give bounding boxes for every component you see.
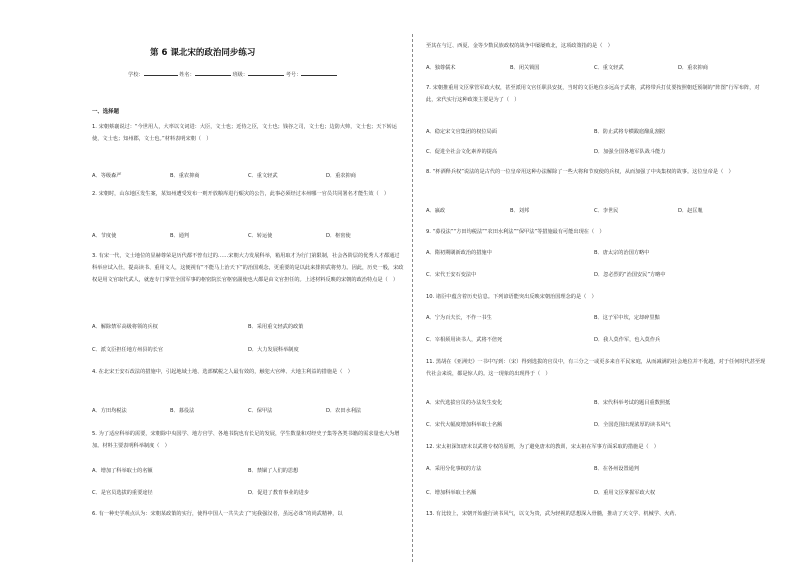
q10-option-c[interactable]: C．宰相须用读书人，武将不倍死: [426, 337, 503, 343]
question-11: 11. 黑胡在《亚洲史》一书中写到：（宋）得到选拔的官员中，有三分之一或更多来自平民家庭，从而减满的社会地位并不优越，对于任何时代甚至现代社会来说，都是惊人的。这一现象的出现得于（ ）: [426, 359, 766, 378]
q6-option-d[interactable]: D．重农抑商: [678, 65, 708, 71]
q2-option-a[interactable]: A．节度使: [92, 233, 117, 239]
q10-option-a[interactable]: A．宁为百夫长，不作一书生: [426, 315, 492, 321]
q5-option-c[interactable]: C．是官员选拔的重要途径: [92, 490, 153, 496]
question-10: 10. 诸臣中蕴含着历史信息。下列谚语能突出反映宋朝治国理念的是（ ）: [426, 294, 597, 300]
q11-option-c[interactable]: C．宋代大幅度增加科举取士名额: [426, 422, 503, 428]
q4-option-d[interactable]: D．农田水利法: [326, 408, 362, 414]
q7-option-d[interactable]: D．加强全国各地军队战斗能力: [594, 149, 666, 155]
page-title: 第 6 课北宋的政治同步练习: [150, 48, 256, 58]
q1-option-c[interactable]: C．重文轻武: [248, 173, 278, 179]
q1-option-d[interactable]: D．重农抑商: [326, 173, 356, 179]
section-heading: 一、选择题: [92, 109, 119, 115]
q3-option-b[interactable]: B．采用重文轻武的政策: [248, 324, 304, 330]
q12-option-b[interactable]: B．在各州设置通判: [594, 466, 640, 472]
q6-option-a[interactable]: A．独尊儒术: [426, 65, 456, 71]
question-5: 5. 为了适应科举的需要，宋朝除中央国学、地方官学、各地书院也有长足的发展，学生数量和对经史子集等各类书籍的需求量也大为增加。材料主要表明科举制度（ ）: [92, 431, 400, 450]
q9-option-d[interactable]: D．忽必烈的“治国安民”方略中: [594, 272, 666, 278]
q11-option-a[interactable]: A．宋代选拔官员的办法发生变化: [426, 400, 503, 406]
question-13: 13. 有比较上，宋朝开始盛行读书风气，以文为贵，武为轻视的思想深入骨髓，推动了天文学、机械学、火药、: [426, 511, 680, 517]
q3-option-d[interactable]: D．大力发展科举制度: [248, 347, 299, 353]
question-6: 6. 有一种史学观点认为：宋朝某政策的实行，使得中国人一共失去了“宪我强汉者，虽远必诛”的尚武精神，以: [92, 511, 343, 517]
q2-option-d[interactable]: D．枢密使: [326, 233, 351, 239]
q1-option-a[interactable]: A．等级森严: [92, 173, 122, 179]
school-label: 学校：: [128, 72, 144, 78]
q8-option-c[interactable]: C．李世民: [594, 208, 619, 214]
question-8: 8. “杯酒释兵权”说法的是古代的一位皇帝用这种办法解除了一些大将和节度使的兵权，从而加强了中央集权的故事。这位皇帝是（ ）: [426, 169, 734, 175]
q8-option-d[interactable]: D．赵匡胤: [678, 208, 703, 214]
question-9: 9. “募役法”“方田均税法”“农田水利法”“保甲法”等措施最有可能出现在（ ）: [426, 229, 605, 235]
q6-option-b[interactable]: B．闭关锁国: [510, 65, 540, 71]
q9-option-a[interactable]: A．隋初期刷新政治的措施中: [426, 250, 492, 256]
name-label: 姓名：: [179, 72, 195, 78]
q4-option-c[interactable]: C．保甲法: [248, 408, 273, 414]
q7-option-a[interactable]: A．稳定宋文官集团的权位局面: [426, 129, 497, 135]
q10-option-d[interactable]: D．我人莫作军，也入莫作兵: [594, 337, 661, 343]
student-info-line: [128, 70, 337, 78]
q3-option-a[interactable]: A．解除禁军高级将领的兵权: [92, 324, 158, 330]
q7-option-c[interactable]: C．促进全社会文化素养的提高: [426, 149, 498, 155]
q7-option-b[interactable]: B．防止武将专横跋扈酿乱割据: [594, 129, 665, 135]
question-4: 4. 在北宋王安石改法的措施中，引起地域土地、选部赋税之人最有效的，触犯大官绅、大地主利益的措施是（ ）: [92, 369, 353, 375]
school-blank[interactable]: [144, 70, 178, 76]
column-divider: [412, 34, 413, 562]
q2-option-b[interactable]: B．通判: [170, 233, 190, 239]
name-blank[interactable]: [195, 70, 231, 76]
q12-option-a[interactable]: A．采用分化事权的方法: [426, 466, 482, 472]
q5-option-a[interactable]: A．增加了科举取士的名额: [92, 468, 153, 474]
q11-option-b[interactable]: B．宋代科举考试的题目重数照抵: [594, 400, 671, 406]
question-12: 12. 宋太祖深知唐末以武将专权的原则，为了避免唐末的教训，宋太祖在军事方面采取的措施是（ ）: [426, 444, 659, 450]
question-3: 3. 有宋一代，文士地位的显赫尊荣是历代都不曾有过的……宋朝大力发展科举，箱用取才为行门第限制，社会各阶层的优秀人才都通过科举应试入仕，提高读书、重用文人，这便视有“不能马上治天下”的治国观念，更重要的是以此来排抑武将势力。因此，历史一般，宋政权是用文官取代武人，就连专门掌管全国军事的枢密院长官枢密副使也大都是由文官担任的。上述材料反映的宋朝的政治特点是（ ）: [92, 253, 404, 284]
q10-option-b[interactable]: B．这子军中坎，定却碎里黯: [594, 315, 660, 321]
q4-option-b[interactable]: B．募役法: [170, 408, 195, 414]
q12-option-d[interactable]: D．重用文臣掌握军政大权: [594, 490, 656, 496]
class-label: 班级：: [232, 72, 249, 78]
q8-option-b[interactable]: B．刘邦: [510, 208, 530, 214]
q6-option-c[interactable]: C．重文轻武: [594, 65, 624, 71]
question-6-continued: 至其在与辽、西夏、金等少数民族政权的战争中屡屡败北，这项政策指的是（ ）: [426, 43, 613, 49]
q9-option-b[interactable]: B．唐太宗的治国方略中: [594, 250, 650, 256]
q11-option-d[interactable]: D．全国范围出现浓厚的读书风气: [594, 422, 671, 428]
q1-option-b[interactable]: B．重农抑商: [170, 173, 200, 179]
q5-option-d[interactable]: D．促进了教育事业的进步: [248, 490, 310, 496]
question-7: 7. 宋朝推重用文臣掌管军政大权，甚至派用文官任职县安抚，当时的文臣地位多远高于武将，武将带兵打仗要按照朝廷预制的“阵图”行军布阵，对此，宋代实行这种政策主要是为了（ ）: [426, 85, 760, 104]
class-blank[interactable]: [248, 70, 284, 76]
q2-option-c[interactable]: C．转运使: [248, 233, 273, 239]
exam-no-blank[interactable]: [301, 70, 337, 76]
q12-option-c[interactable]: C．增加科举取士名额: [426, 490, 477, 496]
question-1: 1. 宋朝蔡襄说过：“今世用人，大率以文词进：大臣，文士也；近侍之臣，文士也；钱谷之司，文士也；边防大帅，文士也；天下转运使，文士也；知州郡，文士也。”材料表明宋朝（ ）: [92, 124, 397, 143]
q3-option-c[interactable]: C．派文臣担任地方州县的长官: [92, 347, 164, 353]
exam-no-label: 考号：: [285, 72, 302, 78]
q8-option-a[interactable]: A．嬴政: [426, 208, 446, 214]
q5-option-b[interactable]: B．禁锢了人们的思想: [248, 468, 299, 474]
question-2: 2. 宋朝时，山东地区发生案，某知州遭受发布一则开放粮库进行赈灾的公告，此事必须经过本州哪一官员共同署名才能生效（ ）: [92, 191, 390, 197]
q9-option-c[interactable]: C．宋代王安石变法中: [426, 272, 477, 278]
q4-option-a[interactable]: A．方田均税法: [92, 408, 127, 414]
